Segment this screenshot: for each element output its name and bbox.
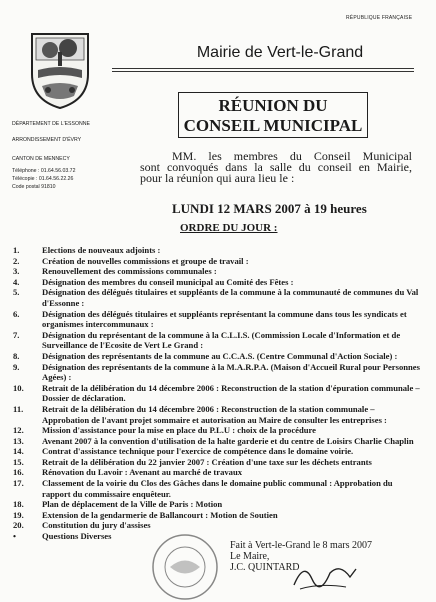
agenda-item-number: • xyxy=(13,531,17,542)
intro-line-1: MM. les membres du Conseil Municipal xyxy=(172,149,412,163)
signature-name: J.C. QUINTARD xyxy=(230,562,300,573)
agenda-item xyxy=(13,520,421,531)
postal-code-label: Code postal 91810 xyxy=(12,184,56,190)
intro-line-2: sont convoqués dans la salle du conseil en Mairie, xyxy=(140,160,412,174)
agenda-list xyxy=(13,245,421,542)
agenda-item xyxy=(13,351,421,362)
header-rule-bottom xyxy=(112,71,414,72)
agenda-item xyxy=(13,425,421,436)
agenda-item-text: Désignation des représentants de la commune à la M.A.R.P.A. (Maison d'Accueil Rural pour Personnes Agées) : xyxy=(42,361,420,383)
town-hall-title: Mairie de Vert-le-Grand xyxy=(196,44,364,61)
agenda-item-text: Retrait de la délibération du 22 janvier 2007 : Création d'une taxe sur les déchets entrants xyxy=(42,456,372,467)
agenda-item xyxy=(13,446,421,457)
agenda-item-number: 13. xyxy=(13,435,24,446)
agenda-item-text: Renouvellement des commissions communales : xyxy=(42,266,217,277)
agenda-item-number: 10. xyxy=(13,382,24,393)
agenda-item-text: Rénovation du Lavoir : Avenant au marché de travaux xyxy=(42,467,243,478)
agenda-item-text: Elections de nouveaux adjoints : xyxy=(42,245,161,255)
agenda-item xyxy=(13,277,421,288)
agenda-item-text: Désignation des délégués titulaires et suppléants représentant la commune dans tous les syndicats et organismes intercommunaux : xyxy=(42,308,407,330)
meeting-title-box xyxy=(178,92,368,138)
fax-label: Télécopie : 01.64.56.22.26 xyxy=(12,176,74,182)
agenda-item-number: 12. xyxy=(13,425,24,436)
agenda-item xyxy=(13,404,421,425)
agenda-item-text: Retrait de la délibération du 14 décembre 2006 : Reconstruction de la station d'épuration communale – Dossier de déclaration. xyxy=(42,382,420,404)
signature-place-date: Fait à Vert-le-Grand le 8 mars 2007 xyxy=(230,540,372,551)
agenda-item xyxy=(13,467,421,478)
agenda-item xyxy=(13,330,421,351)
agenda-item-number: 1. xyxy=(13,245,20,255)
agenda-item xyxy=(13,436,421,447)
republic-header: RÉPUBLIQUE FRANÇAISE xyxy=(346,15,413,21)
agenda-item xyxy=(13,499,421,510)
agenda-item xyxy=(13,510,421,521)
convocation-text xyxy=(140,151,412,184)
agenda-item-text: Mission d'assistance pour la mise en place du P.L.U : choix de la procédure xyxy=(42,425,316,436)
telephone-label: Téléphone : 01.64.56.03.72 xyxy=(12,168,76,174)
agenda-item-number: 19. xyxy=(13,509,24,520)
agenda-item-number: 4. xyxy=(13,276,20,287)
header-rule-top xyxy=(112,68,414,69)
agenda-item xyxy=(13,309,421,330)
signature-role: Le Maire, xyxy=(230,551,270,562)
agenda-item xyxy=(13,478,421,499)
meeting-date: LUNDI 12 MARS 2007 à 19 heures xyxy=(172,201,367,216)
agenda-item-number: 11. xyxy=(13,403,24,414)
agenda-item-number: 18. xyxy=(13,499,24,510)
agenda-item-text: Désignation des représentants de la commune au C.C.A.S. (Centre Communal d'Action Sociale) : xyxy=(42,350,398,361)
agenda-item xyxy=(13,287,421,308)
agenda-item-number: 5. xyxy=(13,287,20,298)
official-stamp-seal xyxy=(150,532,220,602)
department-label: DÉPARTEMENT DE L'ESSONNE xyxy=(12,121,90,127)
handwritten-signature xyxy=(290,555,360,595)
meeting-title-line2: CONSEIL MUNICIPAL xyxy=(183,116,363,135)
agenda-item-number: 16. xyxy=(13,467,24,478)
agenda-item xyxy=(13,256,421,267)
agenda-item-text: Création de nouvelles commissions et groupe de travail : xyxy=(42,255,249,266)
agenda-item-number: 17. xyxy=(13,478,24,489)
agenda-item-number: 15. xyxy=(13,456,24,467)
agenda-item-number: 3. xyxy=(13,266,20,277)
agenda-item-number: 7. xyxy=(13,329,20,340)
agenda-item-text: Désignation du représentant de la commune à la C.L.I.S. (Commission Locale d'Information et de Surveillance de l'Ecosite de Vert Le Grand : xyxy=(42,329,401,351)
agenda-item-text: Constitution du jury d'assises xyxy=(42,520,151,531)
agenda-item-number: 2. xyxy=(13,255,20,266)
agenda-item-text: Plan de déplacement de la Ville de Paris : Motion xyxy=(42,499,223,510)
agenda-item-text: Désignation des membres du conseil municipal au Comité des Fêtes : xyxy=(42,276,294,287)
agenda-item-text: Avenant 2007 à la convention d'utilisation de la halte garderie et du centre de Loisirs Charlie Chaplin xyxy=(42,435,414,446)
agenda-item xyxy=(13,362,421,383)
canton-label: CANTON DE MENNECY xyxy=(12,156,70,162)
agenda-item-text: Extension de la gendarmerie de Ballancourt : Motion de Soutien xyxy=(42,509,278,520)
arrondissement-label: ARRONDISSEMENT D'ÉVRY xyxy=(12,137,82,143)
meeting-title-line1: RÉUNION DU xyxy=(218,96,328,115)
agenda-item xyxy=(13,383,421,404)
agenda-item xyxy=(13,457,421,468)
agenda-item-text: Désignation des délégués titulaires et suppléants de la commune à la communauté de communes du Val d'Essonne : xyxy=(42,287,419,308)
agenda-item-text: Contrat d'assistance technique pour l'exercice de compétence dans le domaine voirie. xyxy=(42,446,354,457)
agenda-item-text: Classement de la voirie du Clos des Gâches dans le domaine public communal : Approbation du rapport du commissaire enquêteur. xyxy=(42,478,393,499)
agenda-item-text: Retrait de la délibération du 14 décembre 2006 : Reconstruction de la station communale – Approbation de l'avant projet sommaire et autorisation au Maire de consulter les entreprises : xyxy=(42,403,387,425)
intro-line-3: pour la réunion qui aura lieu le : xyxy=(140,171,295,185)
agenda-heading: ORDRE DU JOUR : xyxy=(180,222,278,234)
agenda-item-number: 9. xyxy=(13,361,20,372)
agenda-item-number: 6. xyxy=(13,308,20,319)
agenda-item-number: 20. xyxy=(13,520,24,531)
agenda-item xyxy=(13,266,421,277)
agenda-item-number: 14. xyxy=(13,446,24,457)
agenda-item-text: Questions Diverses xyxy=(42,531,112,542)
coat-of-arms-logo xyxy=(28,30,92,110)
agenda-item-number: 8. xyxy=(13,350,20,361)
agenda-item xyxy=(13,245,421,256)
